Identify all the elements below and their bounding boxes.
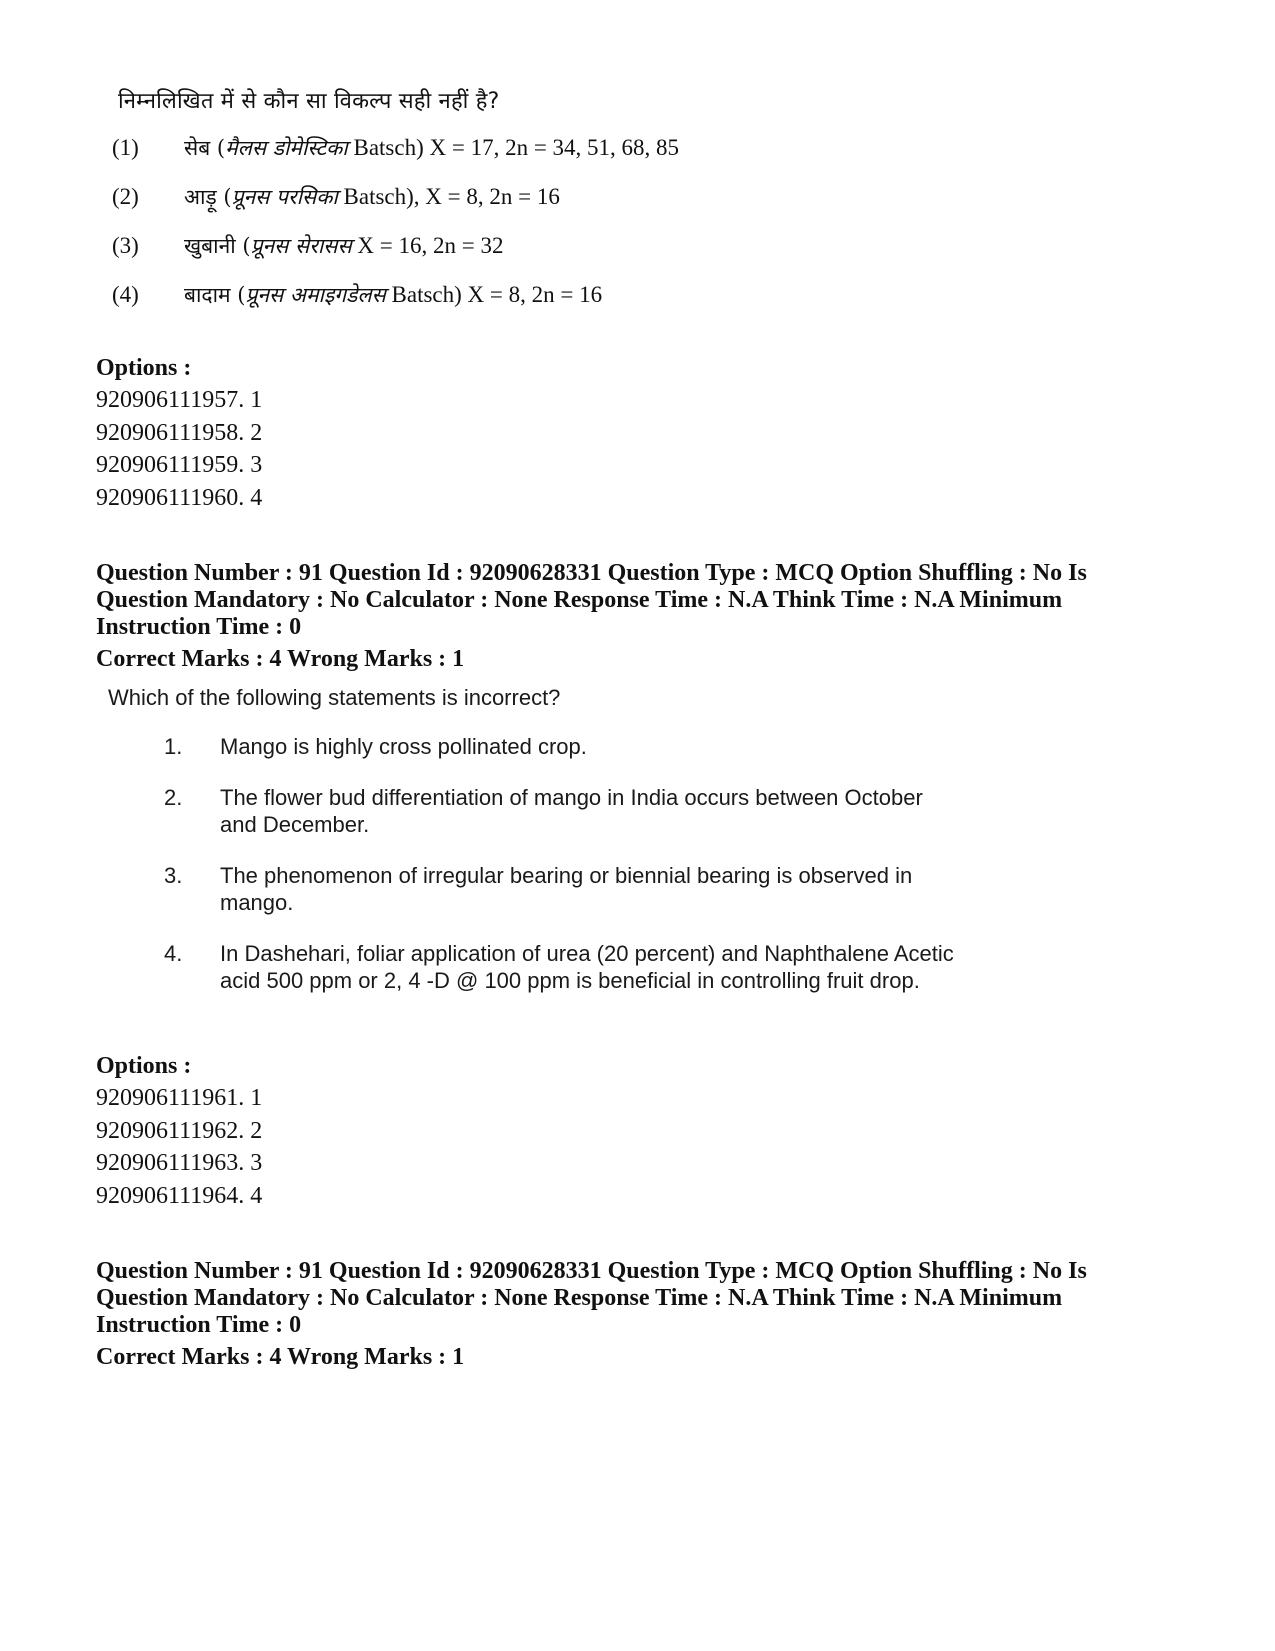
hindi-option-row [112, 183, 832, 232]
question-meta [96, 560, 1096, 673]
hindi-option-row [112, 232, 832, 281]
meta-line: Question Mandatory : No Calculator : None Response Time : N.A Think Time : N.A Minimum [96, 1285, 1063, 1311]
hindi-botanical-name: मैलस डोमेस्टिका [225, 136, 348, 160]
option-item: 920906111963. 3 [96, 1150, 263, 1176]
marks-line: Correct Marks : 4 Wrong Marks : 1 [96, 1344, 465, 1370]
meta-line: Question Mandatory : No Calculator : None Response Time : N.A Think Time : N.A Minimum [96, 587, 1063, 613]
hindi-option-text [184, 232, 503, 260]
hindi-option-detail: X = 16, 2n = 32 [351, 233, 504, 258]
meta-line: Instruction Time : 0 [96, 1312, 302, 1338]
english-question-block [108, 684, 968, 1018]
hindi-option-number: (4) [112, 282, 139, 307]
options-list [96, 1053, 496, 1215]
hindi-botanical-name: प्रूनस परसिका [231, 185, 338, 209]
hindi-option-row [112, 134, 832, 183]
hindi-botanical-name: प्रूनस सेरासस [250, 234, 352, 258]
hindi-option-detail: Batsch) X = 8, 2n = 16 [385, 282, 603, 307]
question-meta [96, 1258, 1096, 1371]
option-item: 920906111960. 4 [96, 484, 263, 511]
hindi-botanical-name: प्रूनस अमाइगडेलस [245, 283, 386, 307]
hindi-common-name: सेब ( [184, 136, 226, 160]
statement-text: In Dashehari, foliar application of urea (20 percent) and Naphthalene Acetic acid 500 ppm or 2, 4 -D @ 100 ppm is beneficial in controlling fruit drop. [220, 941, 954, 993]
options-heading: Options : [96, 1053, 192, 1079]
hindi-question-title: निम्नलिखित में से कौन सा विकल्प सही नहीं है? [118, 89, 500, 114]
options-list [96, 355, 496, 517]
hindi-option-number: (1) [112, 135, 139, 160]
english-statement [108, 940, 968, 994]
hindi-option-text [184, 183, 560, 211]
hindi-common-name: बादाम ( [184, 283, 246, 307]
meta-line: Question Number : 91 Question Id : 92090628331 Question Type : MCQ Option Shuffling : No Is [96, 1258, 1087, 1284]
hindi-option-number: (2) [112, 184, 139, 209]
hindi-option-row [112, 281, 832, 330]
hindi-option-number: (3) [112, 233, 139, 258]
option-item: 920906111962. 2 [96, 1117, 263, 1144]
option-item: 920906111959. 3 [96, 452, 263, 478]
statement-text: The flower bud differentiation of mango in India occurs between October and December. [220, 785, 923, 837]
statement-number: 3. [164, 863, 183, 888]
meta-line: Instruction Time : 0 [96, 614, 302, 640]
statement-text: The phenomenon of irregular bearing or biennial bearing is observed in mango. [220, 863, 913, 915]
statement-text: Mango is highly cross pollinated crop. [220, 734, 587, 759]
english-statement [108, 784, 968, 838]
hindi-option-detail: Batsch) X = 17, 2n = 34, 51, 68, 85 [347, 135, 680, 160]
english-statement [108, 862, 968, 916]
option-item: 920906111961. 1 [96, 1085, 263, 1111]
statement-number: 2. [164, 785, 183, 810]
hindi-option-text [184, 134, 679, 162]
english-statement [108, 733, 968, 760]
hindi-common-name: खुबानी ( [184, 234, 251, 258]
hindi-option-detail: Batsch), X = 8, 2n = 16 [337, 184, 560, 209]
hindi-common-name: आड़ू ( [184, 185, 232, 209]
option-item: 920906111957. 1 [96, 387, 263, 413]
hindi-question-block [112, 86, 832, 330]
statement-number: 1. [164, 734, 183, 759]
options-heading: Options : [96, 355, 192, 381]
option-item: 920906111964. 4 [96, 1182, 263, 1209]
statement-number: 4. [164, 941, 183, 966]
english-question-title: Which of the following statements is incorrect? [108, 685, 561, 710]
option-item: 920906111958. 2 [96, 419, 263, 446]
marks-line: Correct Marks : 4 Wrong Marks : 1 [96, 646, 465, 672]
meta-line: Question Number : 91 Question Id : 92090628331 Question Type : MCQ Option Shuffling : No Is [96, 560, 1087, 586]
hindi-option-text [184, 281, 602, 309]
